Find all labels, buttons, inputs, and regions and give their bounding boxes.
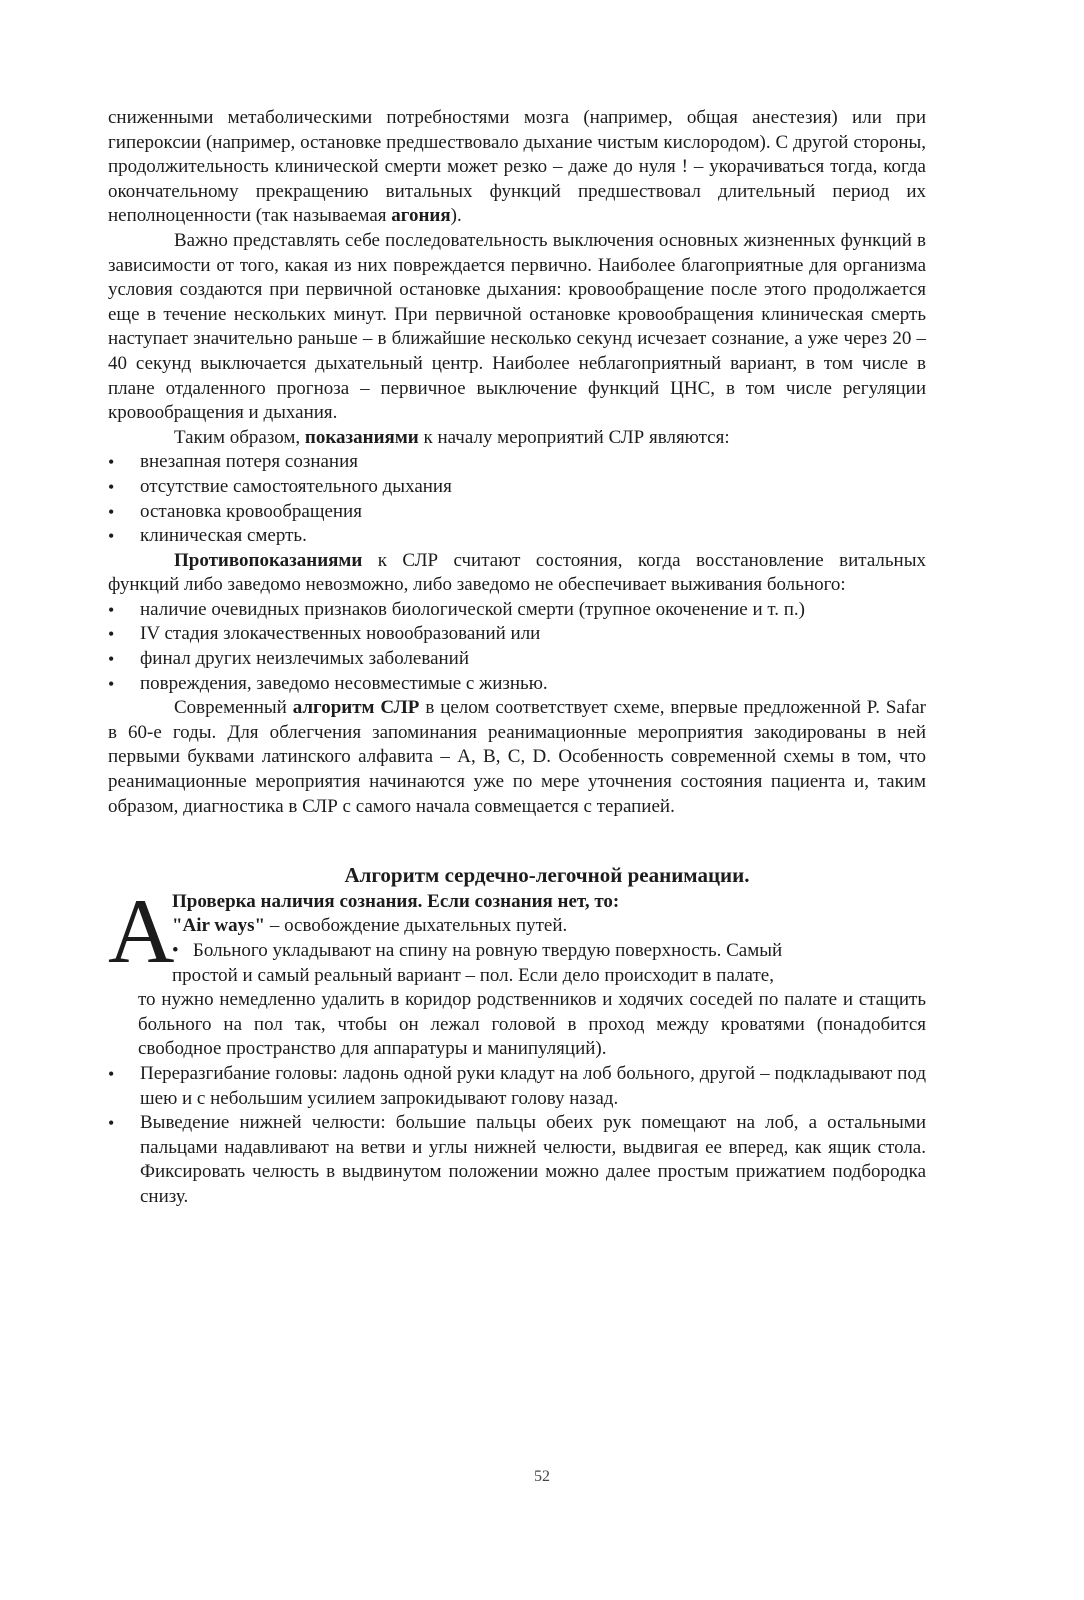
term-indications: показаниями [304,426,419,448]
bullet-icon: • [172,940,193,961]
list-item: • остановка кровообращения [108,500,926,525]
paragraph-text: Современный [174,697,293,719]
airways-text: – освобождение дыхательных путей. [265,915,568,937]
term-contraindications: Противопоказаниями [174,549,363,571]
list-item: • финал других неизлечимых заболеваний [108,647,926,672]
section-title: Алгоритм сердечно-легочной реанимации. [344,863,750,888]
list-item: • клиническая смерть. [108,524,926,549]
term-algorithm: алгоритм СЛР [292,697,420,719]
list-item: • внезапная потеря сознания [108,450,926,475]
airways-line [108,914,926,939]
list-item: • Переразгибание головы: ладонь одной руки кладут на лоб больного, другой – подкладывают под шею и с небольшим усилием запрокидывают голову назад. [108,1062,926,1111]
paragraph-text: к началу мероприятий СЛР являются: [418,426,730,448]
paragraph-5 [108,696,926,819]
page-number: 52 [534,1468,550,1485]
indications-list [108,450,926,548]
consciousness-check-heading: Проверка наличия сознания. Если сознания нет, то: [172,890,620,912]
airways-bullet-second-line: простой и самый реальный вариант – пол. Если дело происходит в палате, [172,964,774,986]
paragraph-text: сниженными метаболическими потребностями мозга (например, общая анестезия) или при гипероксии (например, остановке предшествовало дыхание чистым кислородом). С другой стороны, продолжительность клинической смерти может резко – даже до нуля ! – укорачиваться тогда, когда окончательному прекращению витальных функций предшествовал длительный период их неполноценности (так называемая [108,107,926,227]
list-item: • отсутствие самостоятельного дыхания [108,475,926,500]
airways-bullet-rest: то нужно немедленно удалить в коридор родственников и ходячих соседей по палате и стащить больного на пол так, чтобы он лежал головой в проход между кроватями (понадобится свободное пространство для аппаратуры и манипуляций). [138,989,926,1060]
paragraph-2: Важно представлять себе последовательность выключения основных жизненных функций в зависимости от того, какая из них повреждается первично. Наиболее благоприятные для организма условия создаются при первичной остановке дыхания: кровообращение после этого продолжается еще в течение нескольких минут. При первичной остановке кровообращения клиническая смерть наступает значительно раньше – в ближайшие несколько секунд исчезает сознание, а уже через 20 – 40 секунд выключается дыхательный центр. Наиболее неблагоприятный вариант, в том числе в плане отдаленного прогноза – первичное выключение функций ЦНС, в том числе регуляции кровообращения и дыхания. [108,229,926,424]
page-content [108,106,926,1210]
algorithm-section [108,879,926,1062]
list-item: • Выведение нижней челюсти: большие пальцы обеих рук помещают на лоб, а остальными пальцами надавливают на ветви и углы нижней челюсти, выдвигая ее вперед, как ящик стола. Фиксировать челюсть в выдвинутом положении можно далее простым прижатием подбородка снизу. [108,1111,926,1209]
paragraph-text: в целом соответствует схеме, впервые предложенной P. Safar в 60-е годы. Для облегчения запоминания реанимационные мероприятия закодированы в ней первыми буквами латинского алфавита – A, B, C, D. Особенность современной схемы в том, что реанимационные мероприятия начинаются уже по мере уточнения состояния пациента и, таким образом, диагностика в СЛР с самого начала совмещается с терапией. [108,697,926,817]
airways-bullet-first-line [108,939,926,964]
list-item: • повреждения, заведомо несовместимые с жизнью. [108,672,926,697]
airways-label: "Air ways" [172,915,266,937]
paragraph-text: Таким образом, [174,426,305,448]
paragraph-4 [108,549,926,598]
paragraph-3 [108,426,926,451]
airways-steps-list [108,1062,926,1210]
list-item: • наличие очевидных признаков биологической смерти (трупное окоченение и т. п.) [108,598,926,623]
term-agonia: агония [391,205,451,227]
list-item: • IV стадия злокачественных новообразований или [108,622,926,647]
drop-cap: А [108,879,175,982]
paragraph-text: к СЛР считают состояния, когда восстановление витальных функций либо заведомо невозможно, либо заведомо не обеспечивает выживания больного: [108,549,926,596]
contraindications-list [108,598,926,696]
paragraph-text: Больного укладывают на спину на ровную твердую поверхность. Самый [192,940,783,961]
paragraph-text: ). [450,205,462,227]
paragraph-1 [108,106,926,229]
